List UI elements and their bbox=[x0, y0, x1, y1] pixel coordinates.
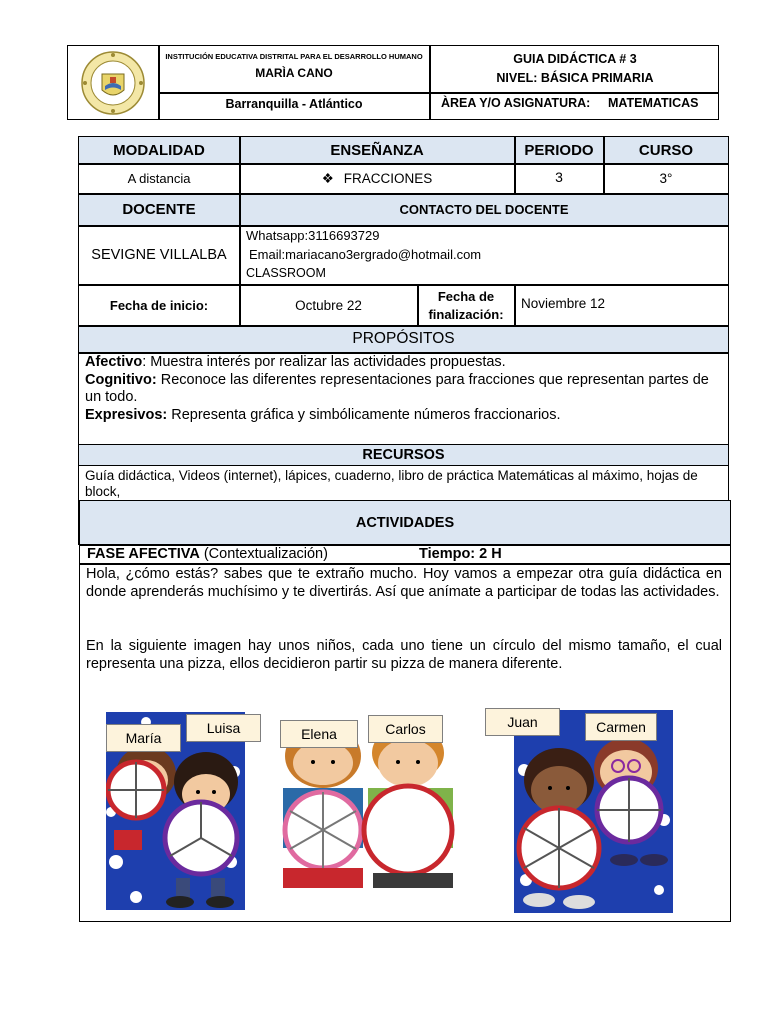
divider bbox=[79, 225, 728, 227]
carlos-label: Carlos bbox=[368, 715, 443, 743]
divider bbox=[79, 193, 728, 195]
actividades-header: ACTIVIDADES bbox=[80, 501, 730, 544]
divider bbox=[158, 92, 719, 94]
propositos-header: PROPÓSITOS bbox=[79, 326, 728, 352]
divider bbox=[79, 325, 728, 327]
cognitivo-line bbox=[85, 372, 721, 407]
periodo-value: 3 bbox=[555, 169, 563, 185]
city-label: Barranquilla - Atlántico bbox=[225, 97, 363, 111]
recursos-header: RECURSOS bbox=[79, 444, 728, 466]
classroom: CLASSROOM bbox=[246, 266, 326, 280]
school-name: MARÌA CANO bbox=[255, 66, 333, 80]
modalidad-header: MODALIDAD bbox=[113, 141, 205, 159]
docente-header: DOCENTE bbox=[122, 201, 196, 218]
level-label: NIVEL: BÁSICA PRIMARIA bbox=[496, 71, 654, 85]
fin-label bbox=[418, 287, 514, 325]
inicio-value: Octubre 22 bbox=[295, 297, 362, 313]
institution-name: INSTITUCIÓN EDUCATIVA DISTRITAL PARA EL DESARROLLO HUMANO bbox=[165, 52, 423, 61]
luisa-label: Luisa bbox=[186, 714, 261, 742]
fase-line bbox=[87, 546, 328, 562]
tiempo-label: Tiempo: 2 H bbox=[419, 546, 502, 562]
cognitivo-text: Reconoce las diferentes representaciones para fracciones que representan partes de un todo. bbox=[85, 371, 709, 405]
modalidad-value: A distancia bbox=[127, 171, 191, 186]
afectivo-label: Afectivo bbox=[85, 354, 143, 370]
afectivo-text: : Muestra interés por realizar las actividades propuestas. bbox=[142, 354, 506, 370]
inicio-label: Fecha de inicio: bbox=[109, 297, 209, 313]
ensenanza-value bbox=[240, 164, 514, 193]
guide-number: GUIA DIDÁCTICA # 3 bbox=[513, 52, 637, 66]
curso-value: 3° bbox=[659, 171, 673, 186]
divider bbox=[79, 352, 728, 354]
carmen-label: Carmen bbox=[585, 713, 657, 741]
divider bbox=[417, 285, 419, 325]
divider bbox=[514, 285, 516, 325]
intro-paragraph: Hola, ¿cómo estás? sabes que te extraño mucho. Hoy vamos a empezar otra guía didáctica en donde aprenderás muchísimo y te divertirás. Así que anímate a participar de todas las actividades. bbox=[86, 566, 722, 600]
divider bbox=[239, 137, 241, 325]
divider bbox=[514, 137, 516, 193]
fase-label: FASE AFECTIVA bbox=[87, 546, 200, 562]
area-label: ÀREA Y/O ASIGNATURA: bbox=[441, 96, 591, 110]
divider bbox=[603, 137, 605, 193]
expresivos-label: Expresivos: bbox=[85, 406, 168, 423]
propositos-text bbox=[85, 354, 721, 424]
email: Email:mariacano3ergrado@hotmail.com bbox=[249, 247, 482, 262]
school-crest-icon bbox=[80, 50, 146, 116]
diamond-bullet-icon: ❖ bbox=[321, 170, 334, 186]
area-value: MATEMATICAS bbox=[608, 96, 699, 110]
docente-name: SEVIGNE VILLALBA bbox=[91, 247, 227, 263]
divider bbox=[79, 163, 728, 165]
afectivo-line bbox=[85, 354, 721, 372]
curso-header: CURSO bbox=[638, 141, 694, 159]
fin-label-line2: finalización: bbox=[428, 307, 504, 322]
contacto-header: CONTACTO DEL DOCENTE bbox=[399, 202, 569, 217]
expresivos-line bbox=[85, 407, 721, 425]
pizza-paragraph: En la siguiente imagen hay unos niños, cada uno tiene un círculo del mismo tamaño, el cual representa una pizza, ellos decidieron partir su pizza de manera diferente. bbox=[86, 638, 722, 672]
ensenanza-header: ENSEÑANZA bbox=[330, 141, 424, 159]
fase-sub: (Contextualización) bbox=[199, 546, 328, 562]
fin-label-line1: Fecha de bbox=[437, 289, 495, 304]
cognitivo-label: Cognitivo: bbox=[85, 371, 157, 388]
recursos-text: Guía didáctica, Videos (internet), lápices, cuaderno, libro de práctica Matemáticas al máximo, hojas de block, bbox=[85, 468, 698, 499]
expresivos-text: Representa gráfica y simbólicamente números fraccionarios. bbox=[167, 406, 561, 423]
periodo-header: PERIODO bbox=[524, 141, 594, 159]
whatsapp: Whatsapp:3116693729 bbox=[246, 228, 380, 243]
ensenanza-text: FRACCIONES bbox=[343, 171, 433, 186]
fin-value: Noviembre 12 bbox=[521, 296, 606, 311]
juan-label: Juan bbox=[485, 708, 560, 736]
maria-label: María bbox=[106, 724, 181, 752]
elena-label: Elena bbox=[280, 720, 358, 748]
divider bbox=[79, 284, 728, 286]
